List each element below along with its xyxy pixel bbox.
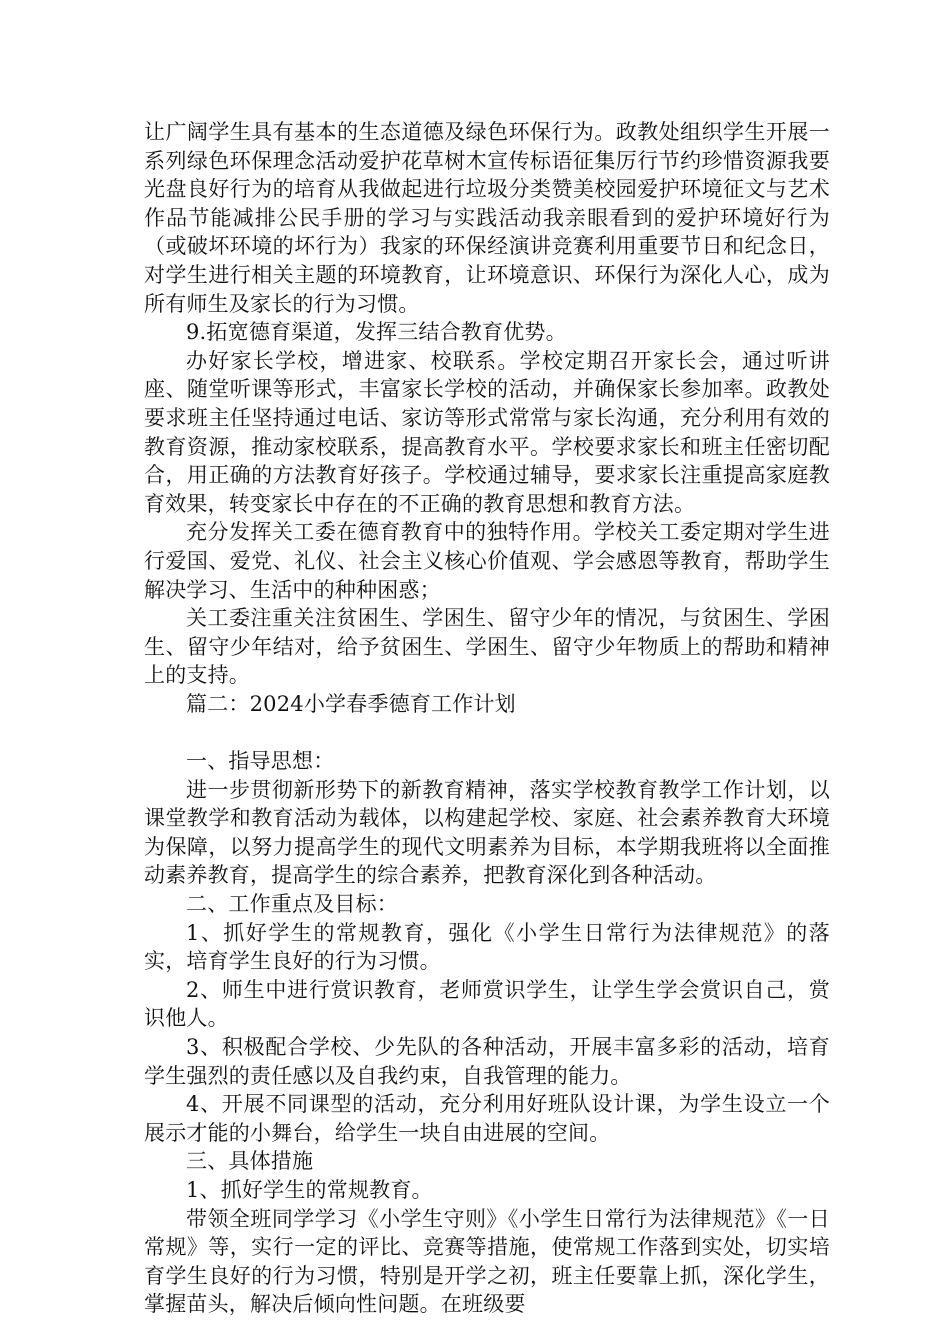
list-item: 1、抓好学生的常规教育。 [186, 1177, 433, 1202]
paragraph: 办好家长学校，增进家、校联系。学校定期召开家长会，通过听讲座、随堂听课等形式，丰富家长学校的活动，并确保家长参加率。政教处要求班主任坚持通过电话、家访等形式常常与家长沟通，充分利用有效的教育资源，推动家校联系，提高教育水平。学校要求家长和班主任密切配合，用正确的方法教育好孩子。学校通过辅导，要求家长注重提高家庭教育效果，转变家长中存在的不正确的教育思想和教育方法。 [144, 348, 830, 516]
heading: 一、指导思想： [186, 749, 335, 774]
paragraph: 9.拓宽德育渠道，发挥三结合教育优势。 [186, 320, 567, 345]
list-item: 3、积极配合学校、少先队的各种活动，开展丰富多彩的活动，培育学生强烈的责任感以及自我约束，自我管理的能力。 [144, 1035, 830, 1088]
section-title: 篇二：2024小学春季德育工作计划 [186, 691, 516, 716]
list-item: 2、师生中进行赏识教育，老师赏识学生，让学生学会赏识自己，赏识他人。 [144, 977, 830, 1031]
paragraph: 带领全班同学学习《小学生守则》《小学生日常行为法律规范》《一日常规》等，实行一定的评比、竞赛等措施，使常规工作落到实处，切实培育学生良好的行为习惯，特别是开学之初，班主任要靠上抓，深化学生，掌握苗头，解决后倾向性问题。在班级要 [144, 1206, 830, 1317]
paragraph: 关工委注重关注贫困生、学困生、留守少年的情况，与贫困生、学困生、留守少年结对，给予贫困生、学困生、留守少年物质上的帮助和精神上的支持。 [144, 606, 830, 688]
heading: 三、具体措施 [186, 1149, 314, 1174]
blank-line [144, 718, 830, 747]
paragraph: 进一步贯彻新形势下的新教育精神，落实学校教育教学工作计划，以课堂教学和教育活动为载体，以构建起学校、家庭、社会素养教育大环境为保障，以努力提高学生的现代文明素养为目标，本学期我班将以全面推动素养教育，提高学生的综合素养，把教育深化到各种活动。 [144, 777, 830, 888]
list-item: 4、开展不同课型的活动，充分利用好班队设计课，为学生设立一个展示才能的小舞台，给学生一块自由进展的空间。 [144, 1092, 830, 1145]
paragraph: 充分发挥关工委在德育教育中的独特作用。学校关工委定期对学生进行爱国、爱党、礼仪、社会主义核心价值观、学会感恩等教育，帮助学生解决学习、生活中的种种困惑； [144, 520, 830, 602]
document-body [144, 118, 830, 1319]
paragraph: 让广阔学生具有基本的生态道德及绿色环保行为。政教处组织学生开展一系列绿色环保理念活动爱护花草树木宣传标语征集厉行节约珍惜资源我要光盘良好行为的培育从我做起进行垃圾分类赞美校园爱护环境征文与艺术作品节能减排公民手册的学习与实践活动我亲眼看到的爱护环境好行为（或破坏环境的坏行为）我家的环保经演讲竞赛利用重要节日和纪念日，对学生进行相关主题的环境教育，让环境意识、环保行为深化人心，成为所有师生及家长的行为习惯。 [144, 120, 830, 316]
list-item: 1、抓好学生的常规教育，强化《小学生日常行为法律规范》的落实，培育学生良好的行为习惯。 [144, 920, 830, 974]
heading: 二、工作重点及目标： [186, 892, 398, 917]
